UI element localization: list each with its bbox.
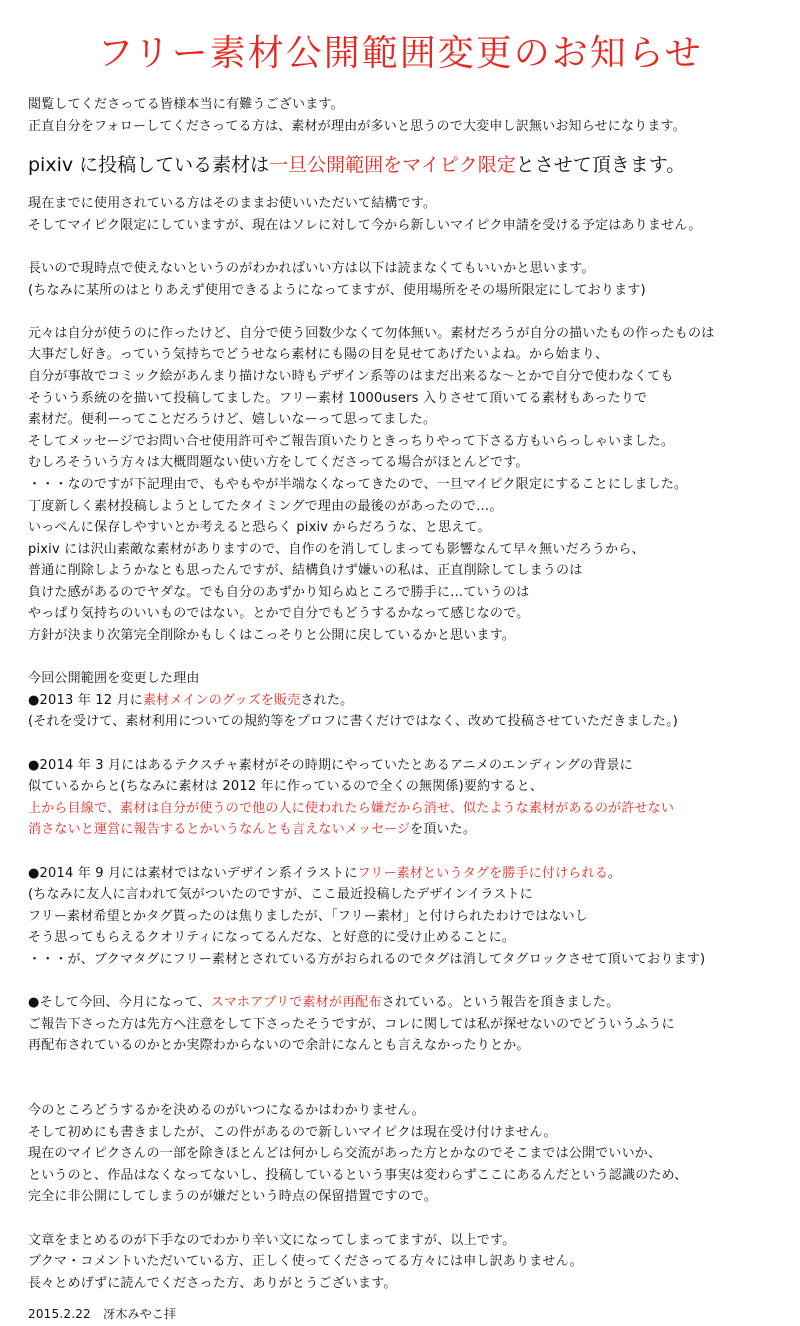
text-line: (ちなみに友人に言われて気がついたのですが、ここ最近投稿したデザインイラストに — [28, 887, 533, 903]
text-line: 再配布されているのかとか実際わからないので余計になんとも言えなかったりとか。 — [28, 1038, 530, 1054]
reason-item — [28, 863, 790, 885]
text-line: 大事だし好き。っていう気持ちでどうせなら素材にも陽の目を見せてあげたいよね。から始まり、 — [28, 347, 609, 363]
reason-highlight: スマホアプリで素材が再配布 — [210, 995, 382, 1011]
reason-text: 。 — [607, 865, 622, 881]
announcement-text: とさせて頂きます。 — [515, 154, 686, 177]
text-line: 方針が決まり次第完全削除かもしくはこっそりと公開に戻しているかと思います。 — [28, 628, 516, 644]
paragraph-background — [28, 323, 790, 647]
intro-paragraph — [28, 94, 790, 137]
text-line: 自分が事故でコミック絵があんまり描けない時もデザイン系等のはまだ出来るな〜とかで自分で使わなくても — [28, 368, 674, 384]
text-line: そう思ってもらえるクオリティになってるんだな、と好意的に受け止めることに。 — [28, 930, 516, 946]
text-line: ご報告下さった方は先方へ注意をして下さったそうですが、コレに関しては私が探せないのでどういうふうに — [28, 1016, 675, 1032]
text-line: やっぱり気持ちのいいものではない。とかで自分でもどうするかなって感じなので。 — [28, 606, 530, 622]
text-line: ・・・が、ブクマタグにフリー素材とされている方がおられるのでタグは消してタグロックさせて頂いております) — [28, 951, 706, 967]
text-line: pixiv には沢山素敵な素材がありますので、自作のを消してしまっても影響なんて早々無いだろうから、 — [28, 541, 645, 557]
signature: 2015.2.22 冴木みやこ拝 — [28, 1307, 177, 1322]
text-line: 文章をまとめるのが下手なのでわかり辛い文になってしまってますが、以上です。 — [28, 1232, 516, 1248]
text-line: (それを受けて、素材利用についての規約等をプロフに書くだけではなく、改めて投稿させていただきました。) — [28, 714, 679, 730]
reason-highlight: 上から目線で、素材は自分が使うので他の人に使われたら嫌だから消せ、似たような素材があるのが許せない — [28, 800, 675, 816]
text-line: ブクマ・コメントいただいている方、正しく使ってくださってる方々には申し訳ありません。 — [28, 1254, 583, 1270]
page-title: フリー素材公開範囲変更のお知らせ — [97, 33, 703, 74]
text-line: 閲覧してくださってる皆様本当に有難うございます。 — [28, 97, 344, 112]
reasons-heading: 今回公開範囲を変更した理由 — [28, 671, 200, 687]
text-line: 長々とめげずに読んでくださった方、ありがとうございます。 — [28, 1275, 397, 1291]
text-line: 負けた感があるのでヤダな。でも自分のあずかり知らぬところで勝手に…ていうのは — [28, 584, 530, 600]
text-line: そして初めにも書きましたが、この件があるので新しいマイピクは現在受け付けません。 — [28, 1124, 557, 1140]
text-line: ・・・なのですが下記理由で、もやもやが半端なくなってきたので、一旦マイピク限定にすることにしました。 — [28, 476, 688, 492]
reason-highlight: フリー素材というタグを勝手に付けられる — [357, 865, 608, 881]
text-line: 正直自分をフォローしてくださってる方は、素材が理由が多いと思うので大変申し訳無いお知らせになります。 — [28, 118, 686, 134]
reason-text: ●2013 年 12 月に — [28, 692, 143, 708]
notice-body — [28, 94, 790, 1326]
text-line: 素材だ。便利ーってことだろうけど、嬉しいなーって思ってました。 — [28, 412, 437, 428]
text-line: 現在のマイピクさんの一部を除きほとんどは何かしら交流があった方とかなのでそこまでは公開でいいか、 — [28, 1146, 662, 1162]
reason-text: されている。という報告を頂きました。 — [381, 995, 620, 1011]
reason-highlight: 素材メインのグッズを販売 — [142, 692, 301, 708]
announcement-highlight: 一旦公開範囲をマイピク限定 — [269, 154, 516, 177]
text-line: 似ているからと(ちなみに素材は 2012 年に作っているので全くの無関係)要約すると、 — [28, 779, 544, 795]
text-line: というのと、作品はなくなってないし、投稿しているという事実は変わらずここにあるんだという認識のため、 — [28, 1167, 688, 1183]
text-line — [28, 819, 790, 841]
reason-item: ●2014 年 3 月にはあるテクスチャ素材がその時期にやっていたとあるアニメのエンディングの背景に — [28, 757, 633, 773]
reasons-section — [28, 668, 790, 1057]
announcement-text: pixiv に投稿している素材は — [28, 154, 270, 177]
text-line: 現在までに使用されている方はそのままお使いいただいて結構です。 — [28, 196, 437, 212]
reason-item — [28, 992, 790, 1014]
reason-text: ●2014 年 9 月には素材ではないデザイン系イラストに — [28, 865, 358, 881]
reason-item — [28, 690, 790, 712]
text-line: 長いので現時点で使えないというのがわかればいい方は以下は読まなくてもいいかと思います。 — [28, 260, 595, 276]
text-line: そういう系統のを描いて投稿してました。フリー素材 1000users 入りさせて頂いてる素材もあったりで — [28, 390, 648, 406]
text-line: そしてマイピク限定にしていますが、現在はソレに対して今から新しいマイピク申請を受ける予定はありません。 — [28, 217, 702, 233]
text-line: 丁度新しく素材投稿しようとしてたタイミングで理由の最後のがあったので…。 — [28, 498, 503, 514]
paragraph-current-use — [28, 193, 790, 236]
text-line: 今のところどうするかを決めるのがいつになるかはわかりません。 — [28, 1102, 425, 1118]
text-line: そしてメッセージでお問い合せ使用許可やご報告頂いたりときっちりやって下さる方もいらっしゃいました。 — [28, 433, 675, 449]
text-line: 完全に非公開にしてしまうのが嫌だという時点の保留措置ですので。 — [28, 1189, 437, 1205]
reason-highlight: 消さないと運営に報告するとかいうなんとも言えないメッセージ — [28, 822, 411, 838]
text-line: むしろそういう方々は大概問題ない使い方をしてくださってる場合がほとんどです。 — [28, 455, 529, 471]
text-line: いっぺんに保存しやすいとか考えると恐らく pixiv からだろうな、と思えて。 — [28, 520, 491, 536]
paragraph-skip-note — [28, 258, 790, 301]
reason-text: された。 — [300, 692, 354, 708]
text-line: フリー素材希望とかタグ貰ったのは焦りましたが、「フリー素材」と付けられたわけではないし — [28, 908, 589, 924]
text-line: 元々は自分が使うのに作ったけど、自分で使う回数少なくて勿体無い。素材だろうが自分の描いたもの作ったものは — [28, 325, 715, 341]
announcement-line — [28, 151, 790, 179]
reason-text: を頂いた。 — [410, 822, 477, 838]
closing-paragraph — [28, 1100, 790, 1208]
text-line: 普通に削除しようかなとも思ったんですが、結構負けず嫌いの私は、正直削除してしまうのは — [28, 563, 583, 579]
text-line: (ちなみに某所のはとりあえず使用できるようになってますが、使用場所をその場所限定にしております) — [28, 282, 646, 298]
reason-text: ●そして今回、今月になって、 — [28, 995, 211, 1011]
